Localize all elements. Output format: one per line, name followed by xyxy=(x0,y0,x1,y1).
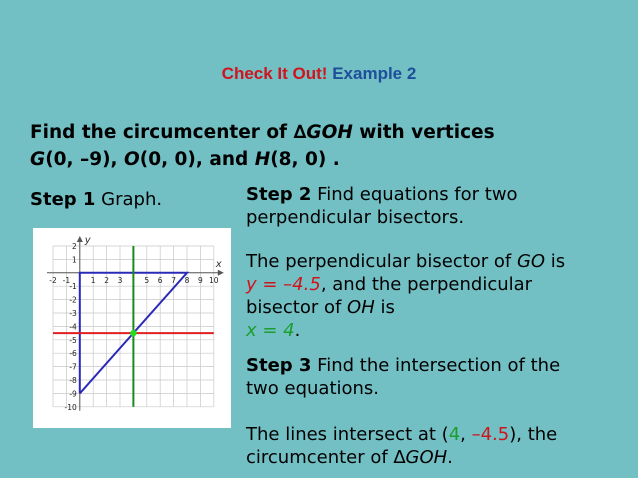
y-tick-label: -1 xyxy=(69,282,77,292)
intersection-x: 4 xyxy=(448,424,461,445)
bisector-text: bisector of xyxy=(246,297,348,318)
y-tick-label: -7 xyxy=(69,362,77,372)
vertex-h: H xyxy=(254,149,271,170)
x-tick-label: 8 xyxy=(184,275,190,285)
bisector-text: , and the perpendicular xyxy=(320,274,533,295)
x-axis-arrow-icon xyxy=(218,270,224,276)
step-3-text-line-2: two equations. xyxy=(246,378,380,399)
x-tick-label: 10 xyxy=(209,275,219,285)
problem-text: Find the circumcenter of ∆ xyxy=(30,122,307,143)
triangle-name: GOH xyxy=(306,122,353,143)
step-3 xyxy=(246,354,560,400)
x-tick-label: -2 xyxy=(49,275,57,285)
segment-oh: OH xyxy=(347,297,375,318)
x-tick-label: 5 xyxy=(144,275,150,285)
x-tick-label: 6 xyxy=(157,275,163,285)
segment-go: GO xyxy=(516,251,546,272)
y-tick-label: 2 xyxy=(72,242,77,251)
bisector-explanation xyxy=(246,250,565,342)
x-tick-label: 3 xyxy=(117,275,123,285)
y-tick-label: 1 xyxy=(72,255,77,265)
y-axis-arrow-icon xyxy=(77,236,83,242)
step-3-label: Step 3 xyxy=(246,355,312,376)
y-tick-label: -2 xyxy=(69,295,77,305)
y-tick-label: -8 xyxy=(69,376,77,385)
graph-svg xyxy=(33,228,231,428)
step-2-text: Find equations for two xyxy=(311,184,518,205)
vertex-g-coords: (0, –9), xyxy=(45,149,125,170)
x-tick-label: 1 xyxy=(90,275,96,285)
intersection-y: –4.5 xyxy=(471,424,510,445)
step-3-text: Find the intersection of the xyxy=(311,355,561,376)
x-tick-label: 2 xyxy=(104,275,109,285)
bisector-text: The perpendicular bisector of xyxy=(246,251,517,272)
x-tick-label: 9 xyxy=(198,275,203,285)
step-2-label: Step 2 xyxy=(246,184,312,205)
title-check-it-out: Check It Out! xyxy=(221,64,328,83)
step-2 xyxy=(246,183,518,229)
y-tick-label: -5 xyxy=(69,335,77,345)
y-tick-label: -4 xyxy=(69,322,77,332)
conclusion-text: , xyxy=(460,424,472,445)
bisector-text: . xyxy=(294,320,301,341)
triangle-name: GOH xyxy=(405,447,448,468)
vertex-g: G xyxy=(30,149,46,170)
step-1-text: Graph. xyxy=(95,189,163,210)
problem-text: with vertices xyxy=(352,122,495,143)
y-tick-label: -6 xyxy=(69,349,77,359)
problem-statement xyxy=(30,119,495,173)
bisector-text: is xyxy=(374,297,395,318)
coordinate-graph xyxy=(33,228,231,428)
x-tick-label: 7 xyxy=(171,275,176,285)
y-axis-label: y xyxy=(84,235,91,246)
problem-line-2 xyxy=(30,146,495,173)
vertex-h-coords: (8, 0) . xyxy=(270,149,340,170)
y-tick-label: -9 xyxy=(69,389,77,399)
conclusion xyxy=(246,423,557,469)
intersection-point xyxy=(130,330,136,336)
problem-line-1 xyxy=(30,119,495,146)
vertex-o-coords: (0, 0), and xyxy=(139,149,255,170)
conclusion-text: ), the xyxy=(509,424,558,445)
x-tick-label: -1 xyxy=(62,275,71,285)
equation-y: y = –4.5 xyxy=(246,274,321,295)
slide-title xyxy=(0,64,638,84)
title-example: Example 2 xyxy=(332,64,417,83)
conclusion-text: circumcenter of ∆ xyxy=(246,447,406,468)
step-1-label: Step 1 xyxy=(30,189,96,210)
step-1 xyxy=(30,188,162,211)
step-2-text-line-2: perpendicular bisectors. xyxy=(246,207,465,228)
bisector-text: is xyxy=(545,251,566,272)
equation-x: x = 4 xyxy=(246,320,295,341)
vertex-o: O xyxy=(124,149,140,170)
conclusion-text: . xyxy=(447,447,453,468)
y-tick-label: -10 xyxy=(64,402,77,412)
conclusion-text: The lines intersect at ( xyxy=(246,424,449,445)
y-tick-label: -3 xyxy=(69,309,77,318)
x-axis-label: x xyxy=(215,258,222,270)
